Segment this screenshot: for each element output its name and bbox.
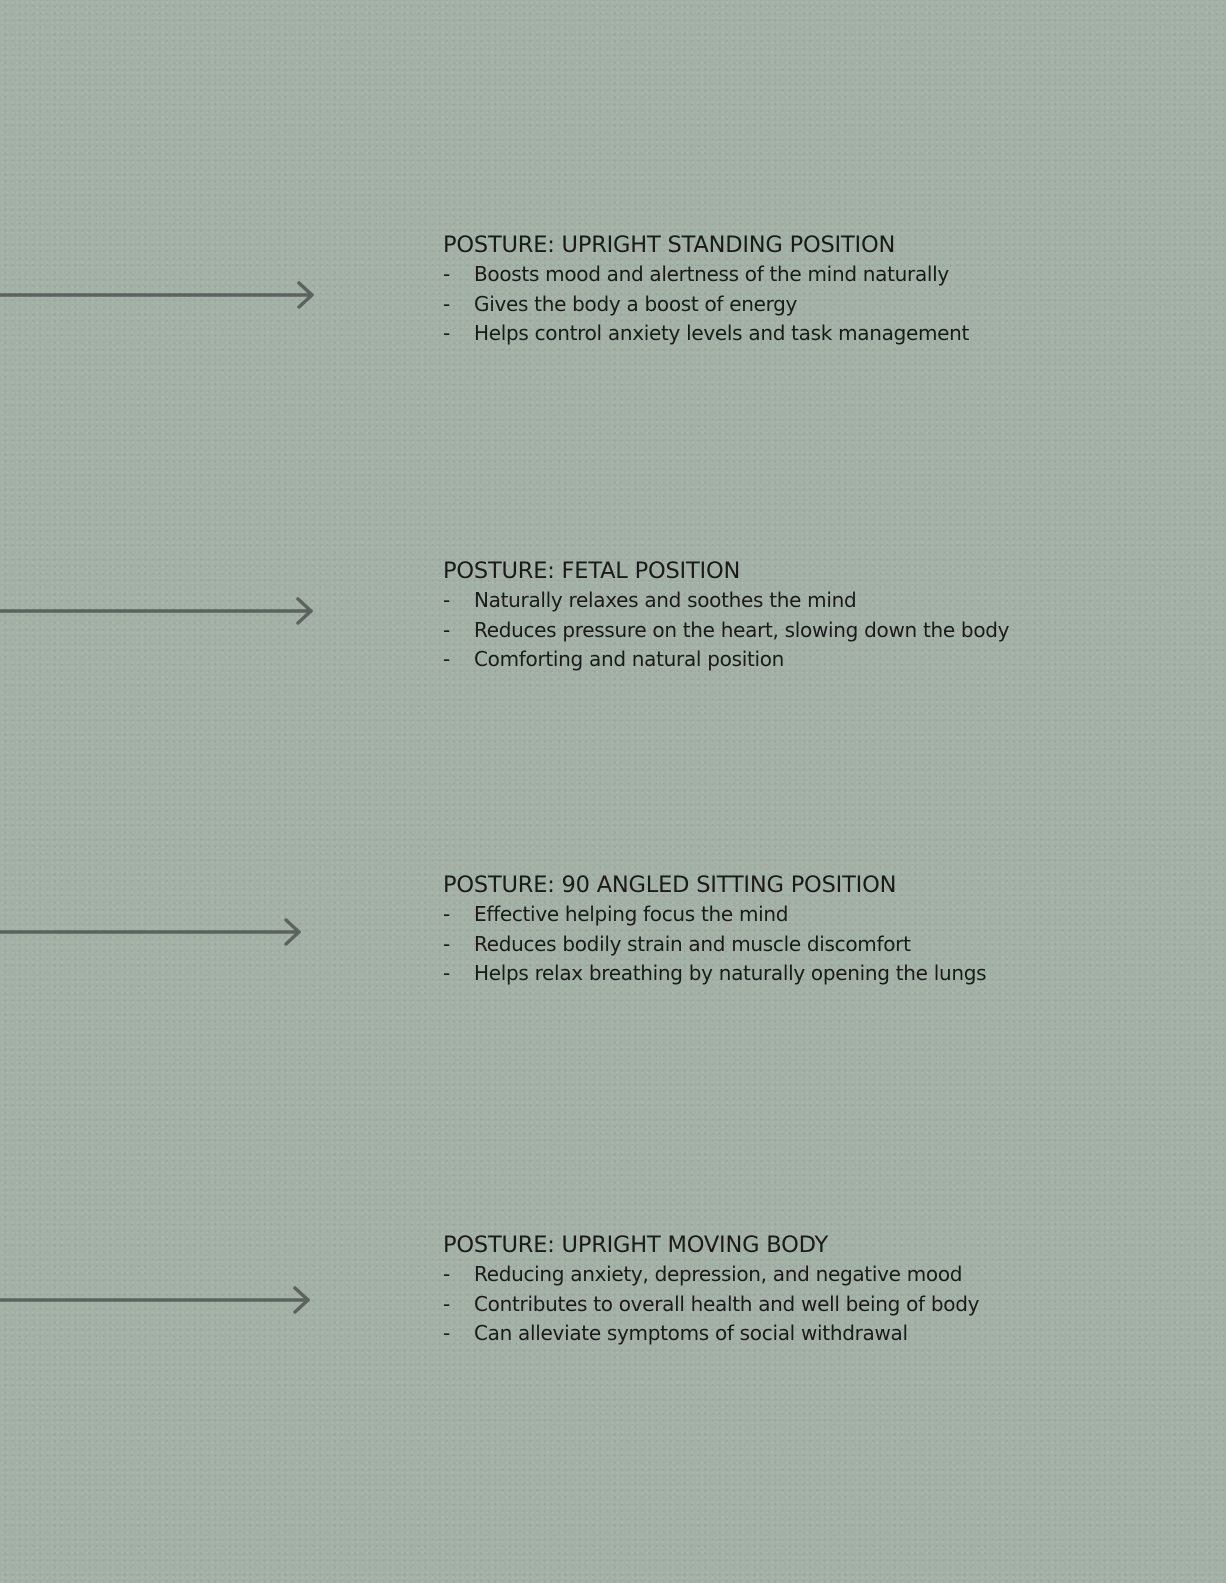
bullet-dash: -	[443, 617, 450, 642]
list-item	[443, 616, 1203, 646]
arrow-right-icon	[0, 917, 310, 947]
bullet-dash: -	[443, 291, 450, 316]
section-title: POSTURE: 90 ANGLED SITTING POSITION	[443, 872, 897, 898]
list-item	[443, 900, 1203, 930]
bullet-list	[443, 586, 1203, 675]
posture-section-upright-standing	[443, 230, 1203, 349]
bullet-dash: -	[443, 902, 450, 926]
section-title: POSTURE: UPRIGHT STANDING POSITION	[443, 232, 896, 258]
bullet-list	[443, 900, 1203, 989]
arrow-right-icon	[0, 280, 320, 310]
list-item	[443, 290, 1203, 320]
posture-section-fetal	[443, 556, 1203, 675]
list-item-text: Reduces pressure on the heart, slowing down the body	[474, 617, 1010, 642]
list-item	[443, 1260, 1203, 1290]
arrow-right-icon	[0, 596, 320, 626]
list-item	[443, 1290, 1203, 1320]
bullet-dash: -	[443, 1321, 450, 1346]
list-item-text: Effective helping focus the mind	[474, 902, 789, 926]
list-item-text: Boosts mood and alertness of the mind naturally	[474, 262, 949, 286]
list-item-text: Reduces bodily strain and muscle discomfort	[474, 931, 911, 956]
list-item	[443, 260, 1203, 290]
list-item	[443, 1319, 1203, 1349]
bullet-list	[443, 260, 1203, 349]
list-item-text: Contributes to overall health and well being of body	[474, 1291, 980, 1316]
posture-section-angled-sitting	[443, 870, 1203, 989]
list-item	[443, 930, 1203, 960]
list-item-text: Naturally relaxes and soothes the mind	[474, 588, 857, 612]
list-item	[443, 319, 1203, 349]
list-item-text: Reducing anxiety, depression, and negative mood	[474, 1262, 963, 1286]
list-item	[443, 586, 1203, 616]
bullet-dash: -	[443, 1291, 450, 1316]
bullet-dash: -	[443, 931, 450, 956]
bullet-dash: -	[443, 262, 450, 286]
bullet-dash: -	[443, 961, 450, 986]
posture-section-upright-moving	[443, 1230, 1203, 1349]
section-title: POSTURE: UPRIGHT MOVING BODY	[443, 1232, 829, 1258]
list-item-text: Helps control anxiety levels and task management	[474, 321, 970, 346]
bullet-dash: -	[443, 321, 450, 346]
list-item	[443, 959, 1203, 989]
arrow-right-icon	[0, 1285, 320, 1315]
list-item-text: Helps relax breathing by naturally opening the lungs	[474, 961, 987, 986]
list-item-text: Can alleviate symptoms of social withdrawal	[474, 1321, 908, 1346]
list-item	[443, 645, 1203, 675]
bullet-dash: -	[443, 647, 450, 672]
bullet-dash: -	[443, 1262, 450, 1286]
list-item-text: Gives the body a boost of energy	[474, 291, 798, 316]
bullet-list	[443, 1260, 1203, 1349]
list-item-text: Comforting and natural position	[474, 647, 785, 672]
bullet-dash: -	[443, 588, 450, 612]
section-title: POSTURE: FETAL POSITION	[443, 558, 741, 584]
